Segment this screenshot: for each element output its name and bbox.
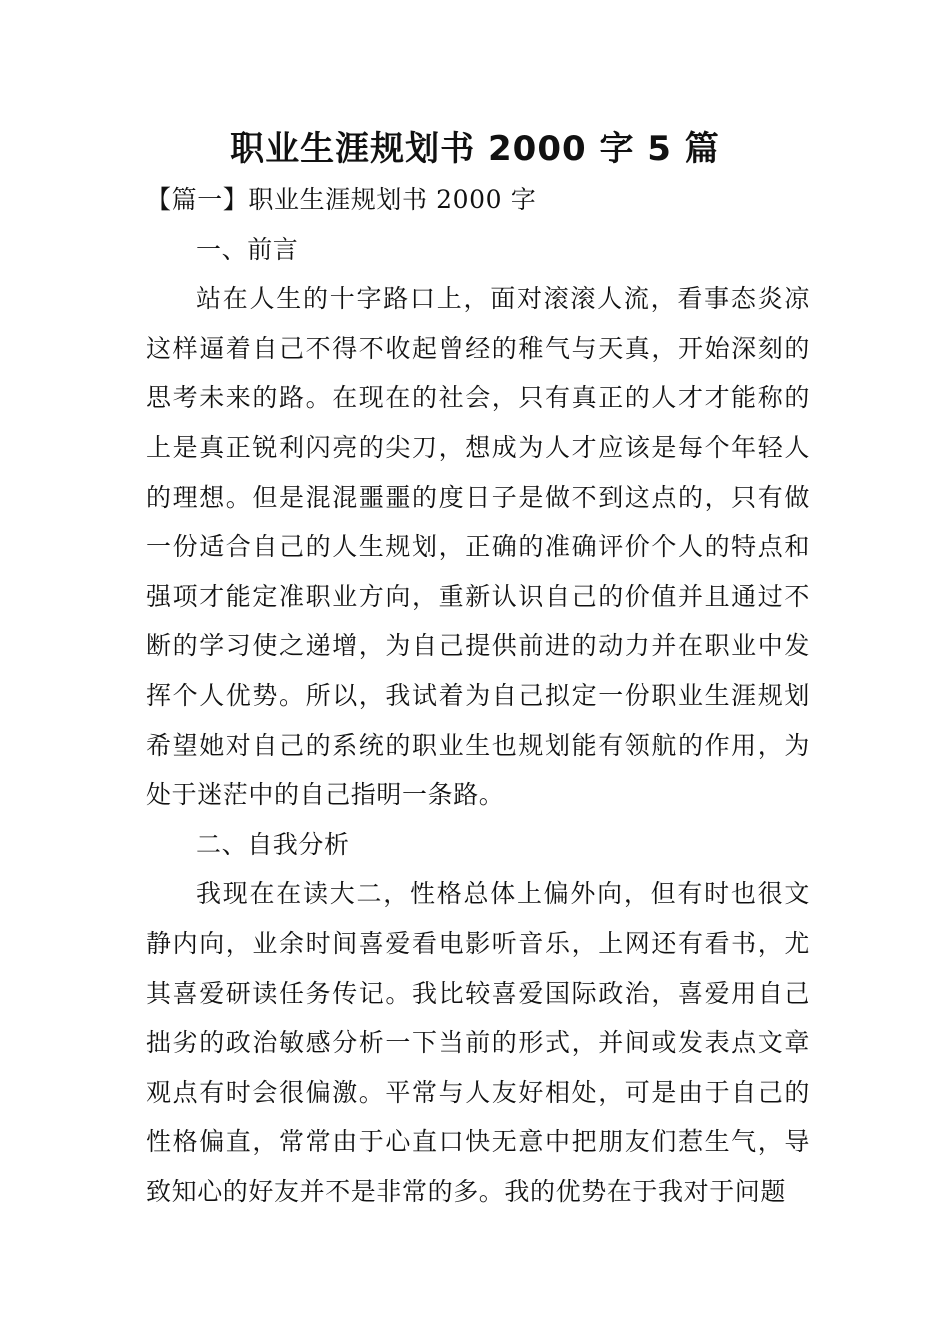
section-heading-preface: 一、前言 [196,234,299,264]
preface-paragraph: 站在人生的十字路口上，面对滚滚人流，看事态炎凉这样逼着自己不得不收起曾经的稚气与天真，开始深刻的思考未来的路。在现在的社会，只有真正的人才才能称的上是真正锐利闪亮的尖刀，想成为人才应该是每个年轻人的理想。但是混混噩噩的度日子是做不到这点的，只有做一份适合自己的人生规划，正确的准确评价个人的特点和强项才能定准职业方向，重新认识自己的价值并且通过不断的学习使之递增，为自己提供前进的动力并在职业中发挥个人优势。所以，我试着为自己拟定一份职业生涯规划希望她对自己的系统的职业生也规划能有领航的作用，为处于迷茫中的自己指明一条路。 [146,284,810,810]
document-body [146,175,810,1216]
document-title: 职业生涯规划书 2000 字 5 篇 [230,129,720,169]
section-heading-self-analysis: 二、自我分析 [196,829,350,859]
self-analysis-paragraph: 我现在在读大二，性格总体上偏外向，但有时也很文静内向，业余时间喜爱看电影听音乐，上网还有看书，尤其喜爱研读任务传记。我比较喜爱国际政治，喜爱用自己拙劣的政治敏感分析一下当前的形式，并间或发表点文章观点有时会很偏激。平常与人友好相处，可是由于自己的性格偏直，常常由于心直口快无意中把朋友们惹生气，导致知心的好友并不是非常的多。我的优势在于我对于问题 [146,879,810,1206]
part-heading: 【篇一】职业生涯规划书 2000 字 [146,185,537,214]
